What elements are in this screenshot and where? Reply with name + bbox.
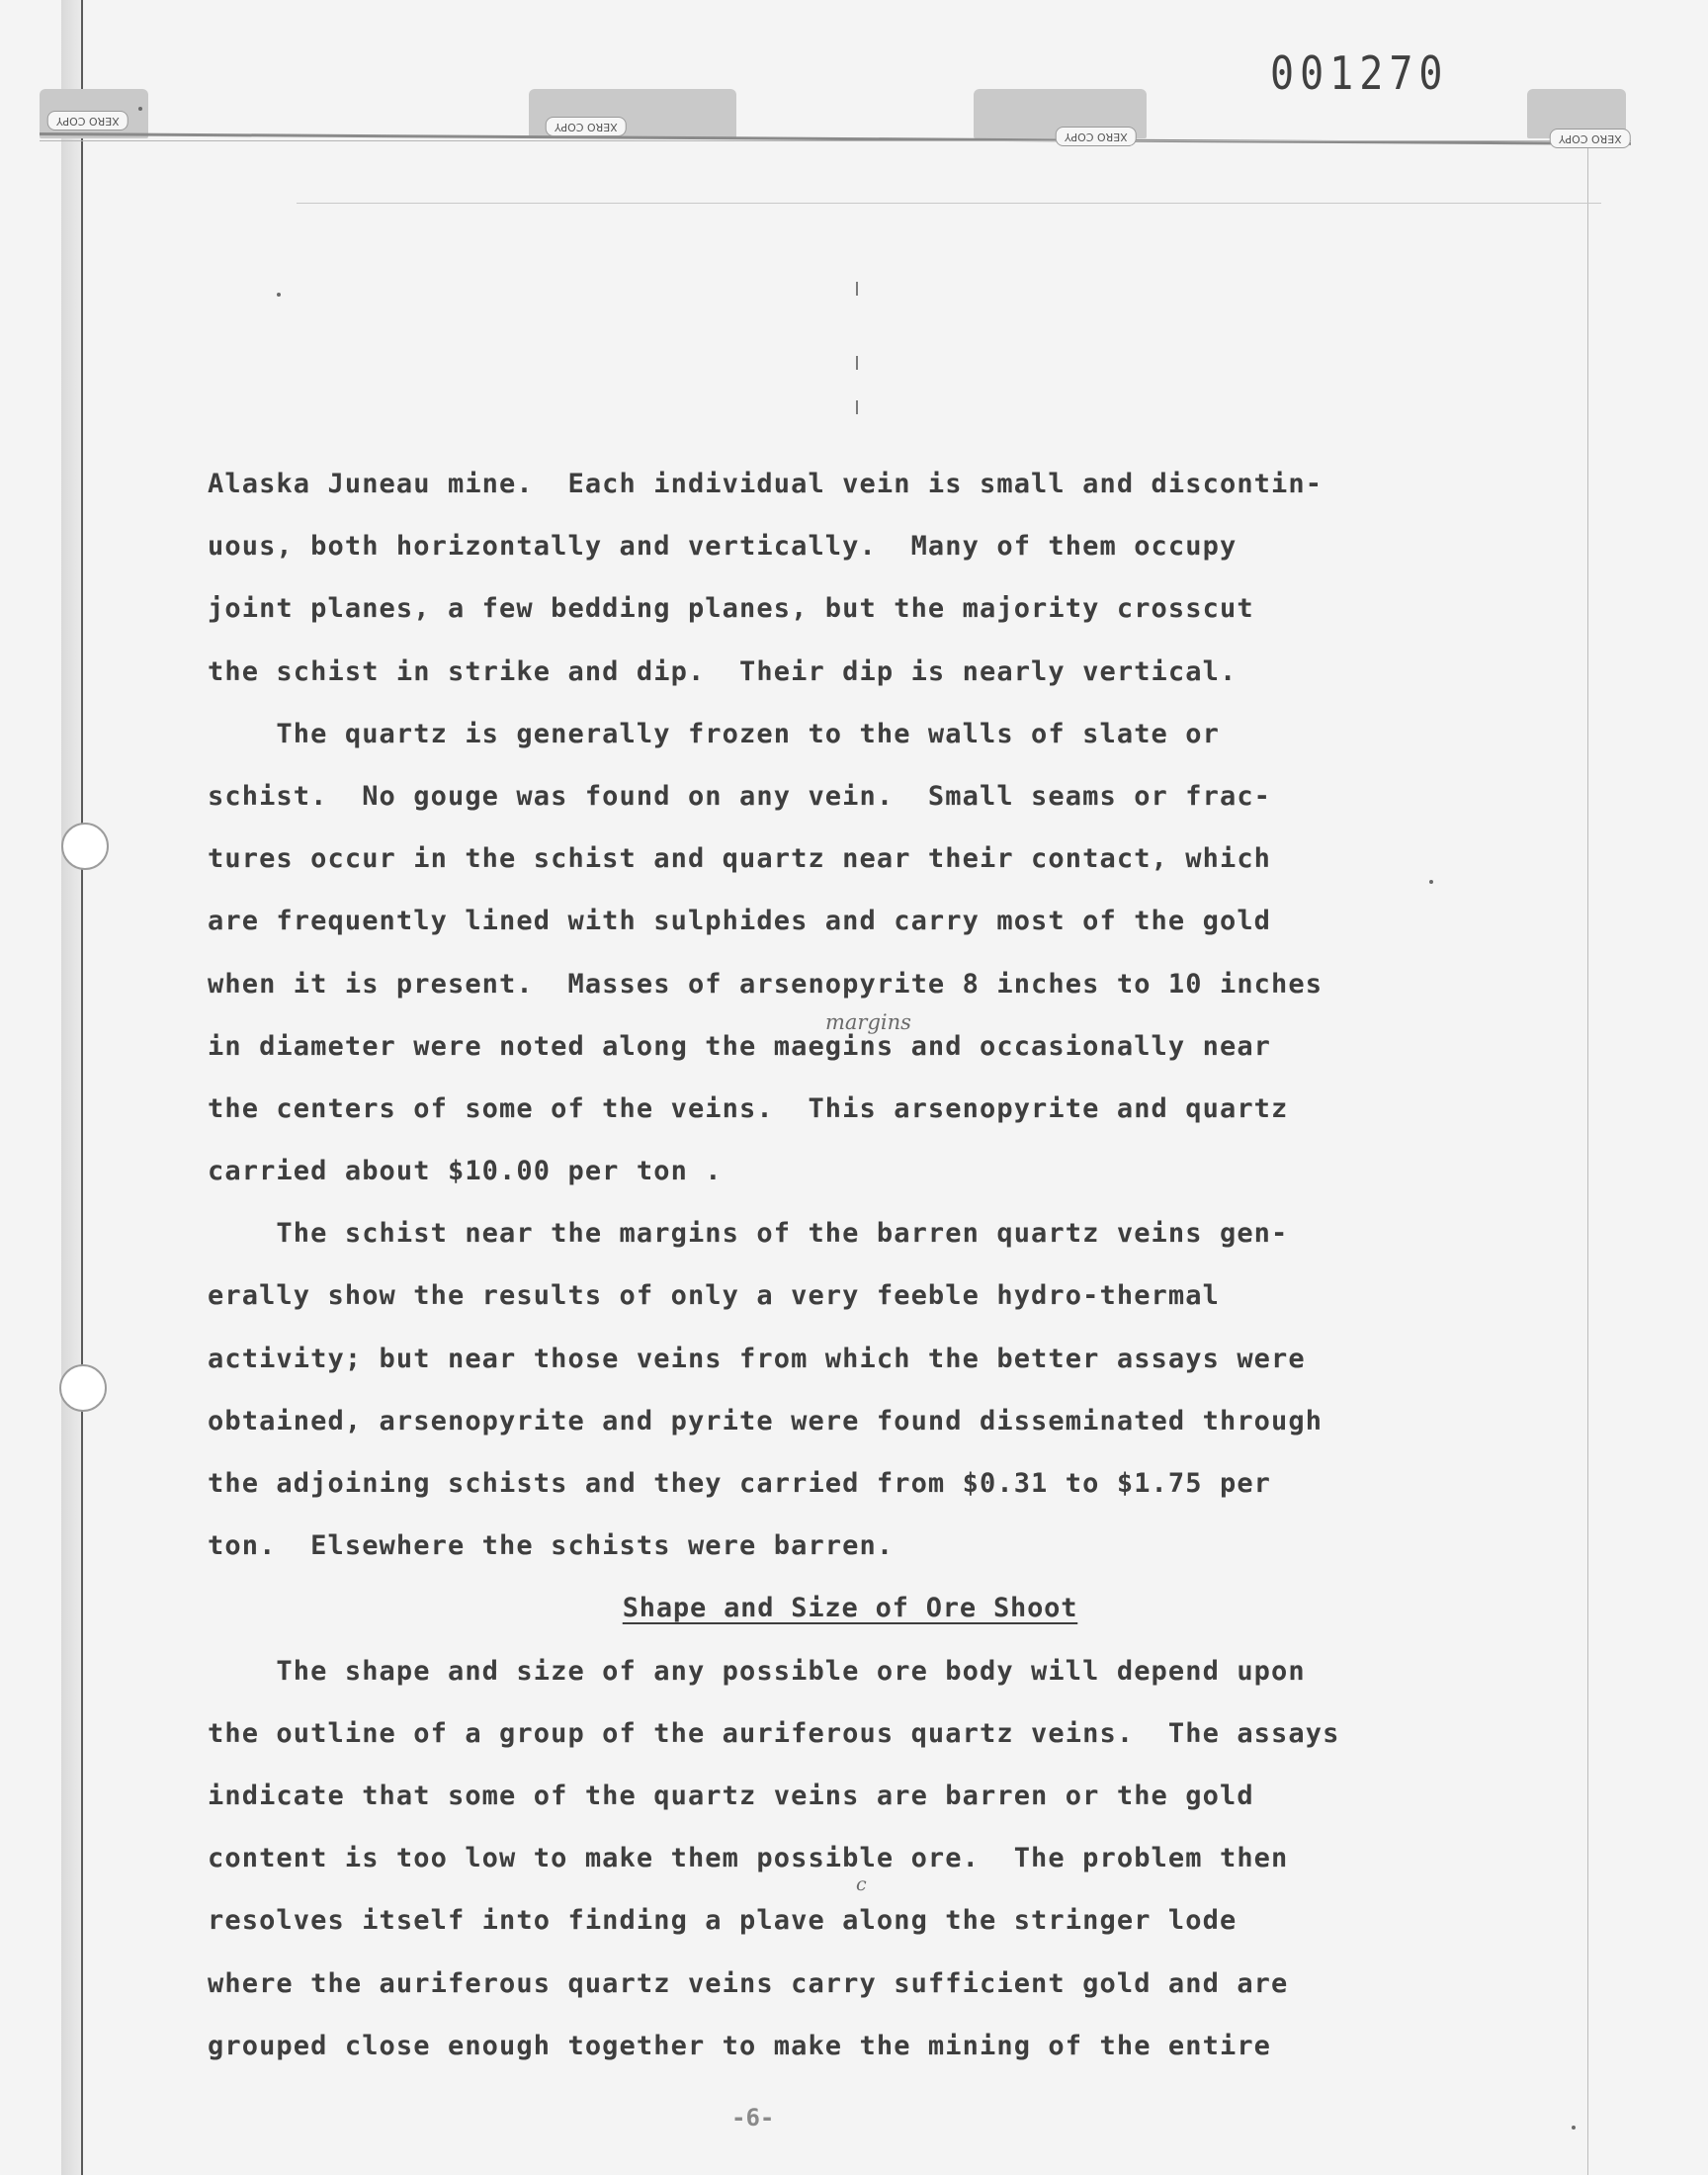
xero-copy-stamp: XERO COPY [1056, 127, 1137, 146]
scan-mark [856, 400, 858, 414]
text-line: tures occur in the schist and quartz near their contact, which [208, 843, 1272, 875]
text-line: ton. Elsewhere the schists were barren. [208, 1530, 895, 1562]
text-line: The quartz is generally frozen to the walls of slate or [208, 718, 1220, 749]
punch-hole [59, 1364, 107, 1412]
text-line: activity; but near those veins from which the better assays were [208, 1343, 1306, 1374]
text-line: grouped close enough together to make the mining of the entire [208, 2030, 1272, 2061]
text-line: resolves itself into finding a plave along the stringer lode [208, 1905, 1238, 1937]
text-line: erally show the results of only a very feeble hydro-thermal [208, 1280, 1220, 1312]
xero-copy-stamp: XERO COPY [47, 111, 128, 130]
handwritten-correction: margins [825, 1010, 911, 1034]
xero-copy-stamp: XERO COPY [1550, 129, 1631, 148]
text-line: the outline of a group of the auriferous quartz veins. The assays [208, 1717, 1340, 1749]
document-number: 001270 [1270, 47, 1449, 101]
body-text [208, 453, 1493, 2077]
text-line: The shape and size of any possible ore body will depend upon [208, 1655, 1306, 1687]
scan-mark [856, 282, 858, 296]
text-line: schist. No gouge was found on any vein. Small seams or frac- [208, 780, 1272, 812]
text-line: the schist in strike and dip. Their dip is nearly vertical. [208, 655, 1238, 687]
xero-copy-stamp: XERO COPY [546, 117, 627, 136]
top-rule-secondary [40, 140, 1631, 141]
top-rule [40, 132, 1631, 145]
text-line: uous, both horizontally and vertically. Many of them occupy [208, 531, 1238, 563]
right-margin-rule [1587, 138, 1588, 2175]
text-line: in diameter were noted along the maegins and occasionally near [208, 1030, 1272, 1062]
text-line: content is too low to make them possible ore. The problem then [208, 1843, 1289, 1874]
text-line: joint planes, a few bedding planes, but the majority crosscut [208, 593, 1254, 625]
text-line: indicate that some of the quartz veins are barren or the gold [208, 1780, 1254, 1811]
scan-speck [1572, 2126, 1576, 2130]
text-line: the centers of some of the veins. This arsenopyrite and quartz [208, 1092, 1289, 1124]
punch-hole [61, 823, 109, 870]
scan-speck [138, 107, 142, 111]
section-heading: Shape and Size of Ore Shoot [622, 1593, 1078, 1624]
inner-rule [297, 203, 1601, 204]
left-binding-edge [81, 0, 83, 2175]
text-line: Alaska Juneau mine. Each individual vein is small and discontin- [208, 469, 1324, 499]
left-binding-shadow [61, 0, 83, 2175]
text-line: obtained, arsenopyrite and pyrite were found disseminated through [208, 1405, 1324, 1436]
text-line: where the auriferous quartz veins carry sufficient gold and are [208, 1967, 1289, 1999]
text-line: when it is present. Masses of arsenopyrite 8 inches to 10 inches [208, 968, 1324, 1000]
text-line: The schist near the margins of the barren quartz veins gen- [208, 1218, 1289, 1250]
scan-speck [277, 293, 281, 297]
page-number: -6- [731, 2104, 775, 2132]
text-line: are frequently lined with sulphides and carry most of the gold [208, 906, 1272, 937]
text-line: carried about $10.00 per ton . [208, 1156, 723, 1187]
handwritten-correction: c [856, 1873, 867, 1895]
text-line: the adjoining schists and they carried from $0.31 to $1.75 per [208, 1468, 1272, 1499]
scan-mark [856, 356, 858, 370]
